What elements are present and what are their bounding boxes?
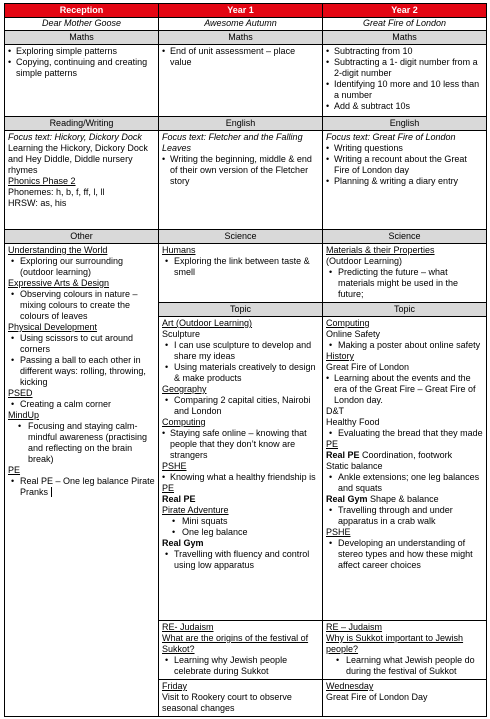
computing-heading: Computing bbox=[326, 318, 370, 328]
re-year1-cell bbox=[159, 621, 323, 680]
list-item: • Subtracting from 10 bbox=[326, 46, 483, 57]
pe-heading: PE bbox=[8, 465, 21, 475]
focus-text: Focus text: Great Fire of London bbox=[326, 132, 456, 142]
topic-label-year1: Topic bbox=[159, 303, 323, 317]
real-gym-label: Real Gym bbox=[162, 538, 204, 548]
topic-year1-cell bbox=[159, 317, 323, 621]
materials-sub: (Outdoor Learning) bbox=[326, 256, 403, 266]
other-label-reception: Other bbox=[5, 230, 159, 244]
list-item: • Creating a calm corner bbox=[8, 399, 155, 410]
text-cursor bbox=[51, 487, 52, 497]
list-item: • Add & subtract 10s bbox=[326, 101, 483, 112]
pe-text: Real PE – One leg balance Pirate Pranks bbox=[20, 476, 155, 497]
list-item: • Planning & writing a diary entry bbox=[326, 176, 483, 187]
dt-heading: D&T bbox=[326, 406, 344, 416]
real-pe-detail: Coordination, footwork bbox=[359, 450, 453, 460]
list-item: • Subtracting a 1- digit number from a 2-digit number bbox=[326, 57, 483, 79]
computing-heading: Computing bbox=[162, 417, 206, 427]
rhymes-text: Learning the Hickory, Dickory Dock and Hey Diddle, Diddle nursery rhymes bbox=[8, 143, 148, 175]
list-item: • Observing colours in nature – mixing colours to create the colours of leaves bbox=[8, 289, 155, 322]
list-item: • Comparing 2 capital cities, Nairobi and London bbox=[162, 395, 319, 417]
day-year2-cell bbox=[323, 680, 487, 717]
maths-heading-row bbox=[5, 31, 487, 45]
day-text: Visit to Rookery court to observe seasonal changes bbox=[162, 692, 292, 713]
list-item: • Writing questions bbox=[326, 143, 483, 154]
header-year2: Year 2 bbox=[323, 4, 487, 18]
focus-text: Focus text: Hickory, Dickory Dock bbox=[8, 132, 142, 142]
re-year2-cell bbox=[323, 621, 487, 680]
topic-title-year1: Awesome Autumn bbox=[159, 18, 323, 31]
list-item: • Writing the beginning, middle & end of their own version of the Fletcher story bbox=[162, 154, 319, 187]
phonics-heading: Phonics Phase 2 bbox=[8, 176, 76, 186]
real-gym-line bbox=[326, 494, 483, 505]
science-label-year1: Science bbox=[159, 230, 323, 244]
dt-sub: Healthy Food bbox=[326, 417, 380, 427]
humans-heading: Humans bbox=[162, 245, 196, 255]
literacy-content-row bbox=[5, 131, 487, 230]
science-label-year2: Science bbox=[323, 230, 487, 244]
list-item: • Using scissors to cut around corners bbox=[8, 333, 155, 355]
list-item: • Identifying 10 more and 10 less than a number bbox=[326, 79, 483, 101]
header-reception: Reception bbox=[5, 4, 159, 18]
focus-text: Focus text: Fletcher and the Falling Leaves bbox=[162, 132, 303, 153]
list-item: • Using materials creatively to design & make products bbox=[162, 362, 319, 384]
literacy-label-year1: English bbox=[159, 117, 323, 131]
re-question: What are the origins of the festival of Sukkot? bbox=[162, 633, 309, 654]
online-safety-text: Online Safety bbox=[326, 329, 381, 339]
science-content-row bbox=[5, 244, 487, 303]
list-item: • Making a poster about online safety bbox=[326, 340, 483, 351]
list-item: • Predicting the future – what materials might be used in the future; bbox=[326, 267, 483, 300]
list-item: • Learning what Jewish people do during the festival of Sukkot bbox=[326, 655, 483, 677]
topic-title-row bbox=[5, 18, 487, 31]
list-item: • End of unit assessment – place value bbox=[162, 46, 319, 68]
list-item: • Mini squats bbox=[162, 516, 319, 527]
real-gym-label: Real Gym bbox=[326, 494, 368, 504]
psed-heading: PSED bbox=[8, 388, 33, 398]
real-pe-label: Real PE bbox=[162, 494, 196, 504]
list-item: • I can use sculpture to develop and share my ideas bbox=[162, 340, 319, 362]
sculpture-text: Sculpture bbox=[162, 329, 201, 339]
literacy-label-year2: English bbox=[323, 117, 487, 131]
maths-content-row bbox=[5, 45, 487, 117]
curriculum-overview bbox=[4, 3, 486, 717]
science-year2-cell bbox=[323, 244, 487, 303]
list-item: • Ankle extensions; one leg balances and squats bbox=[326, 472, 483, 494]
header-row bbox=[5, 4, 487, 18]
literacy-year1-cell bbox=[159, 131, 323, 230]
literacy-label-reception: Reading/Writing bbox=[5, 117, 159, 131]
topic-year2-cell bbox=[323, 317, 487, 621]
re-heading: RE- Judaism bbox=[162, 622, 214, 632]
list-item: • Copying, continuing and creating simple patterns bbox=[8, 57, 155, 79]
list-item: • Focusing and staying calm- mindful awareness (practising and reflecting on the brain break) bbox=[8, 421, 155, 465]
arts-heading: Expressive Arts & Design bbox=[8, 278, 110, 288]
science-year1-cell bbox=[159, 244, 323, 303]
maths-year2-cell bbox=[323, 45, 487, 117]
list-item: • Exploring our surrounding (outdoor learning) bbox=[8, 256, 155, 278]
geography-heading: Geography bbox=[162, 384, 207, 394]
day-heading: Wednesday bbox=[326, 681, 374, 691]
phonemes-text: Phonemes: h, b, f, ff, l, ll bbox=[8, 187, 105, 197]
curriculum-table bbox=[4, 3, 487, 717]
maths-reception-cell bbox=[5, 45, 159, 117]
list-item: • Passing a ball to each other in different ways: rolling, throwing, kicking bbox=[8, 355, 155, 388]
day-heading: Friday bbox=[162, 681, 188, 691]
re-heading: RE – Judaism bbox=[326, 622, 383, 632]
list-item: • Writing a recount about the Great Fire of London day bbox=[326, 154, 483, 176]
day-text: Great Fire of London Day bbox=[326, 692, 428, 702]
literacy-year2-cell bbox=[323, 131, 487, 230]
real-gym-detail: Shape & balance bbox=[367, 494, 439, 504]
real-pe-line bbox=[326, 450, 483, 461]
art-heading: Art (Outdoor Learning) bbox=[162, 318, 253, 328]
day-year1-cell bbox=[159, 680, 323, 717]
list-item: • Exploring simple patterns bbox=[8, 46, 155, 57]
list-item: • One leg balance bbox=[162, 527, 319, 538]
other-reception-cell bbox=[5, 244, 159, 717]
static-balance-text: Static balance bbox=[326, 461, 383, 471]
materials-heading: Materials & their Properties bbox=[326, 245, 435, 255]
pe-heading: PE bbox=[162, 483, 175, 493]
hrsw-text: HRSW: as, his bbox=[8, 198, 67, 208]
list-item: • Staying safe online – knowing that people that they don’t know are strangers bbox=[162, 428, 319, 461]
literacy-reception-cell bbox=[5, 131, 159, 230]
list-item: • Learning about the events and the era of the Great Fire – Great Fire of London day. bbox=[326, 373, 483, 406]
list-item: • Evaluating the bread that they made bbox=[326, 428, 483, 439]
maths-year1-cell bbox=[159, 45, 323, 117]
science-heading-row bbox=[5, 230, 487, 244]
topic-label-year2: Topic bbox=[323, 303, 487, 317]
list-item: • Learning why Jewish people celebrate during Sukkot bbox=[162, 655, 319, 677]
list-item: • Travelling through and under apparatus in a crab walk bbox=[326, 505, 483, 527]
topic-title-reception: Dear Mother Goose bbox=[5, 18, 159, 31]
history-sub: Great Fire of London bbox=[326, 362, 410, 372]
list-item bbox=[8, 476, 155, 498]
maths-label-year1: Maths bbox=[159, 31, 323, 45]
pirate-heading: Pirate Adventure bbox=[162, 505, 229, 515]
physical-heading: Physical Development bbox=[8, 322, 98, 332]
pshe-heading: PSHE bbox=[326, 527, 351, 537]
list-item: • Travelling with fluency and control using low apparatus bbox=[162, 549, 319, 571]
pshe-heading: PSHE bbox=[162, 461, 187, 471]
pe-heading: PE bbox=[326, 439, 339, 449]
real-pe-label: Real PE bbox=[326, 450, 360, 460]
maths-label-year2: Maths bbox=[323, 31, 487, 45]
mindup-heading: MindUp bbox=[8, 410, 40, 420]
list-item: • Knowing what a healthy friendship is bbox=[162, 472, 319, 483]
list-item: • Developing an understanding of stereo types and how these might affect career choices bbox=[326, 538, 483, 571]
re-question: Why is Sukkot important to Jewish people? bbox=[326, 633, 464, 654]
history-heading: History bbox=[326, 351, 355, 361]
understanding-heading: Understanding the World bbox=[8, 245, 108, 255]
list-item: • Exploring the link between taste & smell bbox=[162, 256, 319, 278]
topic-title-year2: Great Fire of London bbox=[323, 18, 487, 31]
literacy-heading-row bbox=[5, 117, 487, 131]
header-year1: Year 1 bbox=[159, 4, 323, 18]
maths-label-reception: Maths bbox=[5, 31, 159, 45]
